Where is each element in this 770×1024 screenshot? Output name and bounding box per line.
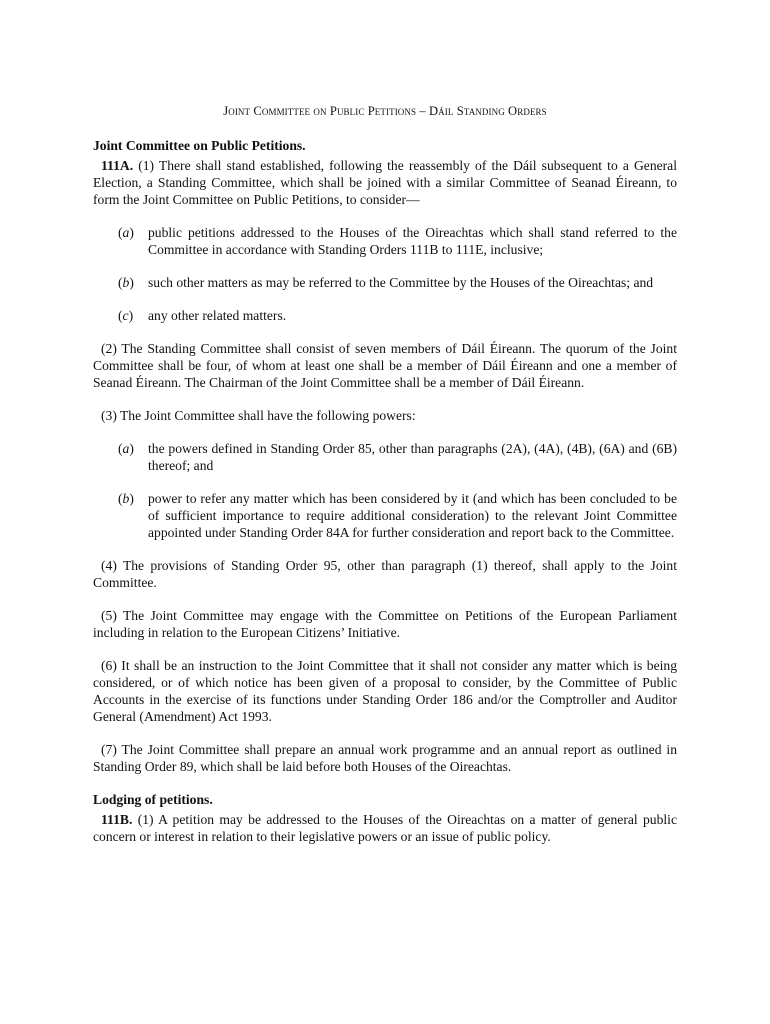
order-number-111b: 111B. — [101, 812, 133, 827]
paragraph-111a-3: (3) The Joint Committee shall have the following powers: — [101, 408, 416, 423]
running-head: Joint Committee on Public Petitions – Dáil Standing Orders — [223, 104, 547, 118]
document-body — [93, 137, 677, 861]
section-heading-111a: Joint Committee on Public Petitions. — [93, 138, 306, 153]
list-item-111a-1-a: (a) public petitions addressed to the Houses of the Oireachtas which shall stand referred to the Committee in accordance with Standing Orders 111B to 111E, inclusive; — [118, 225, 677, 257]
paragraph-111a-4: (4) The provisions of Standing Order 95, other than paragraph (1) thereof, shall apply to the Joint Committee. — [93, 558, 677, 590]
list-label: (a) — [118, 225, 134, 240]
list-item-111a-1-b: (b) such other matters as may be referred to the Committee by the Houses of the Oireachtas; and — [118, 275, 654, 290]
paragraph-111a-2: (2) The Standing Committee shall consist of seven members of Dáil Éireann. The quorum of the Joint Committee shall be four, of whom at least one shall be a member of Dáil Éireann and one a member of Seanad Éireann. The Chairman of the Joint Committee shall be a member of Dáil Éireann. — [93, 341, 677, 390]
list-item-111a-1-c: (c) any other related matters. — [118, 308, 287, 323]
paragraph-111b-1: 111B. (1) A petition may be addressed to the Houses of the Oireachtas on a matter of general public concern or interest in relation to their legislative powers or an issue of public policy. — [93, 812, 677, 844]
paragraph-111a-5: (5) The Joint Committee may engage with the Committee on Petitions of the European Parliament including in relation to the European Citizens’ Initiative. — [93, 608, 677, 640]
paragraph-111a-1: 111A. (1) There shall stand established, following the reassembly of the Dáil subsequent to a General Election, a Standing Committee, which shall be joined with a similar Committee of Seanad Éireann, to form the Joint Committee on Public Petitions, to consider— — [93, 158, 677, 207]
order-number-111a: 111A. — [101, 158, 134, 173]
list-item-111a-3-b: (b) power to refer any matter which has been considered by it (and which has been concluded to be of sufficient importance to require additional consideration) to the relevant Joint Committee appointed under Standing Order 84A for further consideration and report back to the Committee. — [118, 491, 677, 540]
list-label: (b) — [118, 491, 134, 506]
list-item-111a-3-a: (a) the powers defined in Standing Order 85, other than paragraphs (2A), (4A), (4B), (6A) and (6B) thereof; and — [118, 441, 677, 473]
list-label: (a) — [118, 441, 134, 456]
list-label: (b) — [118, 275, 134, 290]
paragraph-111a-7: (7) The Joint Committee shall prepare an annual work programme and an annual report as outlined in Standing Order 89, which shall be laid before both Houses of the Oireachtas. — [93, 742, 677, 774]
list-label: (c) — [118, 308, 134, 323]
paragraph-111a-6: (6) It shall be an instruction to the Joint Committee that it shall not consider any matter which is being considered, or of which notice has been given of a proposal to consider, by the Committee of Public Accounts in the exercise of its functions under Standing Order 186 and/or the Comptroller and Auditor General (Amendment) Act 1993. — [93, 658, 677, 724]
section-heading-111b: Lodging of petitions. — [93, 792, 213, 807]
